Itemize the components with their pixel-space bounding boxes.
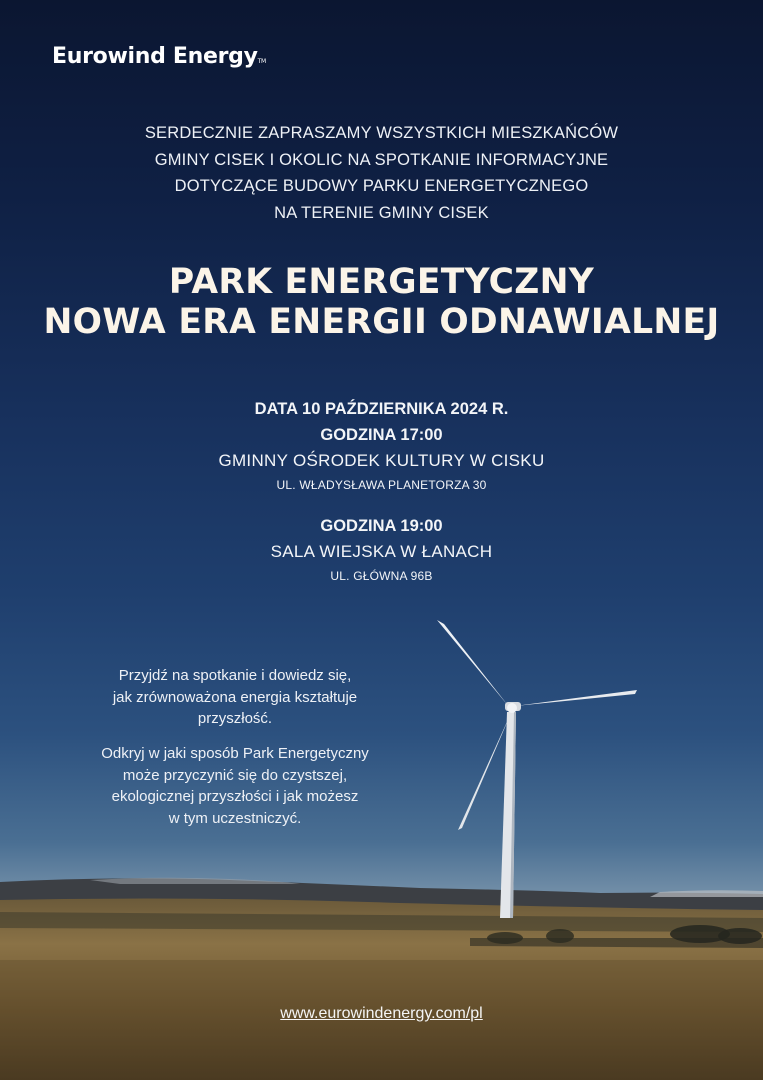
session-2-time: GODZINA 19:00 [320,517,443,535]
invitation-line: NA TERENIE GMINY CISEK [274,203,489,222]
paragraph-line: w tym uczestniczyć. [168,809,302,827]
paragraph-line: Przyjdź na spotkanie i dowiedz się, [118,667,352,684]
invitation-line: DOTYCZĄCE BUDOWY PARKU ENERGETYCZNEGO [174,177,589,195]
invitation-line: GMINY CISEK I OKOLIC NA SPOTKANIE INFORMACYJNE [154,150,609,169]
session-1-time: GODZINA 17:00 [320,426,443,444]
website-link[interactable]: www.eurowindenergy.com/pl [280,1005,483,1022]
invitation-line: SERDECZNIE ZAPRASZAMY WSZYSTKICH MIESZKAŃCÓW [144,124,619,142]
body-paragraph-2 [80,743,390,829]
brand-name: Eurowind Energy [52,44,258,69]
event-date: DATA 10 PAŹDZIERNIKA 2024 R. [254,400,509,418]
session-2-venue: SALA WIEJSKA W ŁANACH [270,542,493,561]
brand-logo [52,44,266,69]
session-1-address: UL. WŁADYSŁAWA PLANETORZA 30 [276,478,487,492]
paragraph-line: przyszłość. [197,710,273,727]
trademark-mark: TM [257,58,266,65]
session-1-venue: GMINNY OŚRODEK KULTURY W CISKU [218,451,545,470]
session-2-address: UL. GŁÓWNA 96B [330,569,433,583]
paragraph-line: Odkryj w jaki sposób Park Energetyczny [101,745,369,762]
body-paragraph-1 [80,665,390,730]
event-details [0,396,763,587]
paragraph-line: może przyczynić się do czystszej, [122,766,348,784]
paragraph-line: ekologicznej przyszłości i jak możesz [111,788,359,805]
headline-line-2: NOWA ERA ENERGII ODNAWIALNEJ [43,302,720,342]
poster-headline [0,262,763,342]
paragraph-line: jak zrównoważona energia kształtuje [112,688,358,706]
invitation-text [0,120,763,226]
headline-line-1: PARK ENERGETYCZNY [168,262,595,302]
